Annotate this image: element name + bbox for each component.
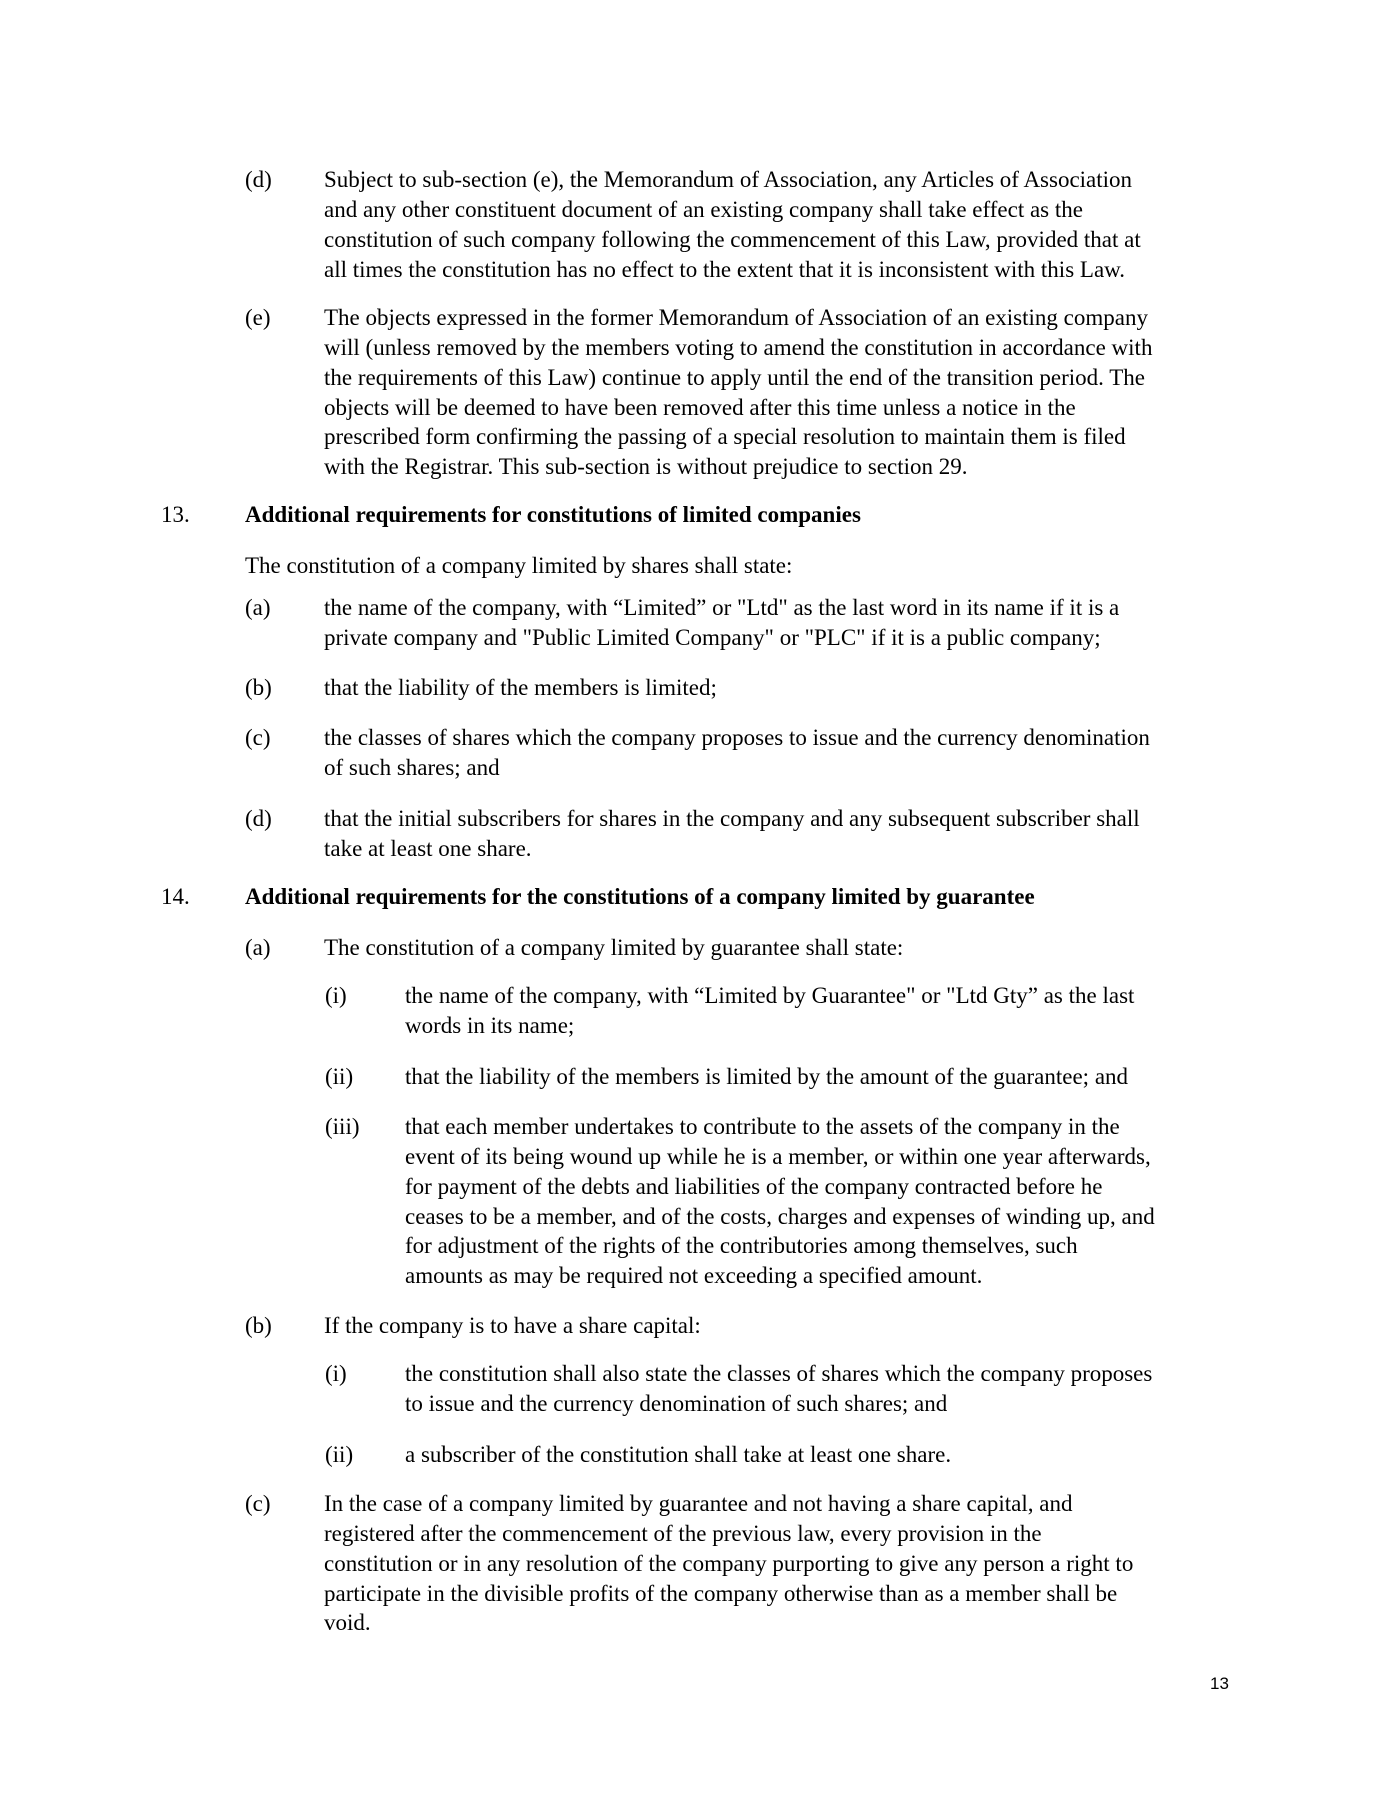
text-line: Additional requirements for the constitutions of a company limited by guarantee xyxy=(245,884,1035,909)
clause-label: (b) xyxy=(245,1313,272,1338)
clause-label: (c) xyxy=(245,725,271,750)
text-line: If the company is to have a share capital: xyxy=(324,1313,701,1338)
text-line: for payment of the debts and liabilities of the company contracted before he xyxy=(405,1173,1103,1199)
clause-label: (a) xyxy=(245,935,271,960)
text-line: The objects expressed in the former Memorandum of Association of an existing company xyxy=(324,305,1148,330)
text-line: to issue and the currency denomination of such shares; and xyxy=(405,1390,948,1416)
clause-text xyxy=(245,882,1035,912)
clause-text xyxy=(324,933,903,963)
text-line: amounts as may be required not exceeding a specified amount. xyxy=(405,1263,983,1289)
clause-text xyxy=(324,1311,701,1341)
clause-text xyxy=(245,551,792,581)
clause-label: (ii) xyxy=(325,1064,354,1089)
text-line: void. xyxy=(324,1610,371,1636)
text-line: that each member undertakes to contribute to the assets of the company in the xyxy=(405,1114,1120,1139)
clause-text xyxy=(324,804,1140,864)
clause-text xyxy=(324,1489,1133,1638)
clause-text xyxy=(324,673,717,703)
text-line: ceases to be a member, and of the costs, charges and expenses of winding up, and xyxy=(405,1203,1155,1229)
clause-text xyxy=(405,1440,951,1470)
text-line: of such shares; and xyxy=(324,754,500,780)
text-line: that the initial subscribers for shares in the company and any subsequent subscriber shall xyxy=(324,806,1140,831)
clause-label: (b) xyxy=(245,675,272,700)
text-line: The constitution of a company limited by shares shall state: xyxy=(245,553,793,578)
clause-text xyxy=(405,981,1134,1041)
clause-text xyxy=(324,723,1150,783)
clause-label: (d) xyxy=(245,167,272,192)
text-line: the name of the company, with “Limited” or "Ltd" as the last word in its name if it is a xyxy=(324,595,1120,620)
text-line: event of its being wound up while he is a member, or within one year afterwards, xyxy=(405,1143,1151,1169)
clause-label: (i) xyxy=(325,1361,347,1386)
clause-text xyxy=(405,1112,1155,1291)
text-line: The constitution of a company limited by guarantee shall state: xyxy=(324,935,904,960)
text-line: all times the constitution has no effect to the extent that it is inconsistent with this Law. xyxy=(324,256,1126,282)
clause-text xyxy=(405,1062,1128,1092)
text-line: registered after the commencement of the previous law, every provision in the xyxy=(324,1520,1042,1546)
text-line: that the liability of the members is limited; xyxy=(324,675,717,700)
text-line: objects will be deemed to have been removed after this time unless a notice in the xyxy=(324,394,1076,420)
text-line: with the Registrar. This sub-section is without prejudice to section 29. xyxy=(324,454,968,480)
text-line: the requirements of this Law) continue to apply until the end of the transition period. The xyxy=(324,364,1145,390)
clause-text xyxy=(324,593,1119,653)
text-line: for adjustment of the rights of the contributories among themselves, such xyxy=(405,1233,1078,1259)
clause-text xyxy=(405,1359,1152,1419)
text-line: words in its name; xyxy=(405,1012,575,1038)
text-line: will (unless removed by the members voting to amend the constitution in accordance with xyxy=(324,334,1153,360)
clause-label: (c) xyxy=(245,1491,271,1516)
text-line: take at least one share. xyxy=(324,835,532,861)
text-line: a subscriber of the constitution shall take at least one share. xyxy=(405,1442,952,1467)
clause-label: 14. xyxy=(161,884,190,909)
text-line: Additional requirements for constitutions of limited companies xyxy=(245,502,861,527)
text-line: and any other constituent document of an existing company shall take effect as the xyxy=(324,196,1083,222)
clause-label: (d) xyxy=(245,806,272,831)
clause-label: (ii) xyxy=(325,1442,354,1467)
clause-label: (a) xyxy=(245,595,271,620)
clause-text xyxy=(324,165,1141,284)
text-line: constitution of such company following the commencement of this Law, provided that at xyxy=(324,226,1141,252)
text-line: the classes of shares which the company proposes to issue and the currency denomination xyxy=(324,725,1150,750)
text-line: that the liability of the members is limited by the amount of the guarantee; and xyxy=(405,1064,1129,1089)
text-line: In the case of a company limited by guarantee and not having a share capital, and xyxy=(324,1491,1073,1516)
text-line: private company and "Public Limited Company" or "PLC" if it is a public company; xyxy=(324,624,1101,650)
text-line: the constitution shall also state the classes of shares which the company proposes xyxy=(405,1361,1153,1386)
page-number: 13 xyxy=(1210,1674,1229,1693)
text-line: Subject to sub-section (e), the Memorandum of Association, any Articles of Association xyxy=(324,167,1133,192)
clause-label: (e) xyxy=(245,305,271,330)
clause-label: (i) xyxy=(325,983,347,1008)
clause-label: 13. xyxy=(161,502,190,527)
clause-text xyxy=(324,303,1152,482)
text-line: constitution or in any resolution of the company purporting to give any person a right to xyxy=(324,1550,1134,1576)
clause-text xyxy=(245,500,861,530)
text-line: the name of the company, with “Limited by Guarantee" or "Ltd Gty” as the last xyxy=(405,983,1135,1008)
text-line: participate in the divisible profits of the company otherwise than as a member shall be xyxy=(324,1580,1118,1606)
text-line: prescribed form confirming the passing of a special resolution to maintain them is filed xyxy=(324,424,1126,450)
clause-label: (iii) xyxy=(325,1114,360,1139)
